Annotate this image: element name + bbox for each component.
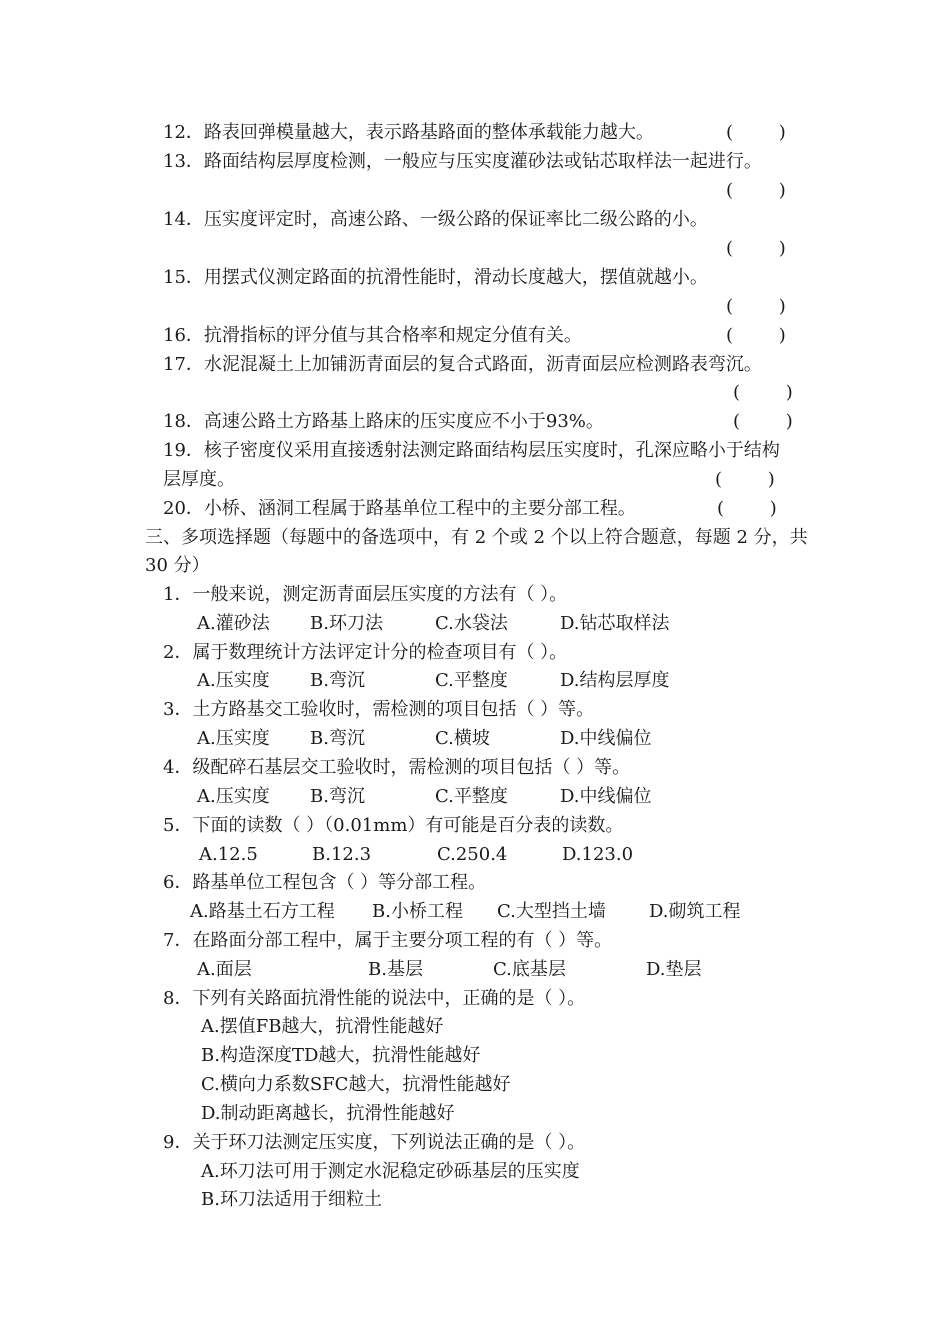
option-a: A.压实度 xyxy=(197,728,270,749)
option-b: B.弯沉 xyxy=(310,786,365,807)
option-d: D.制动距离越长，抗滑性能越好 xyxy=(201,1103,455,1124)
option-d: D.钻芯取样法 xyxy=(560,613,670,634)
option-a: A.摆值FB越大，抗滑性能越好 xyxy=(201,1016,444,1037)
option-c: C.250.4 xyxy=(437,844,508,865)
option-d: D.中线偏位 xyxy=(560,728,652,749)
option-a: A.压实度 xyxy=(197,786,270,807)
option-b: B.12.3 xyxy=(312,844,372,865)
tf-question-20: 20．小桥、涵洞工程属于路基单位工程中的主要分部工程。 xyxy=(163,498,636,519)
answer-bracket: ( ) xyxy=(717,498,777,519)
mc-question-8: 8．下列有关路面抗滑性能的说法中，正确的是（ ）。 xyxy=(163,988,586,1009)
answer-bracket: ( ) xyxy=(726,296,786,317)
answer-bracket: ( ) xyxy=(726,325,786,346)
tf-question-19-continued: 层厚度。 xyxy=(163,469,235,490)
mc-question-6: 6．路基单位工程包含（ ）等分部工程。 xyxy=(163,872,487,893)
option-b: B.环刀法 xyxy=(310,613,383,634)
mc-question-2: 2．属于数理统计方法评定计分的检查项目有（ ）。 xyxy=(163,642,568,663)
option-a: A.灌砂法 xyxy=(197,613,270,634)
option-a: A.压实度 xyxy=(197,670,270,691)
option-b: B.基层 xyxy=(368,959,423,980)
option-c: C.水袋法 xyxy=(435,613,508,634)
option-c: C.平整度 xyxy=(435,670,508,691)
option-a: A.环刀法可用于测定水泥稳定砂砾基层的压实度 xyxy=(201,1161,580,1182)
section-heading: 三、多项选择题（每题中的备选项中，有 2 个或 2 个以上符合题意，每题 2 分，共 xyxy=(145,527,808,548)
tf-question-17: 17．水泥混凝土上加铺沥青面层的复合式路面，沥青面层应检测路表弯沉。 xyxy=(163,354,762,375)
option-d: D.123.0 xyxy=(562,844,634,865)
mc-question-1: 1．一般来说，测定沥青面层压实度的方法有（ ）。 xyxy=(163,584,568,605)
option-c: C.横坡 xyxy=(435,728,490,749)
mc-question-7: 7．在路面分部工程中，属于主要分项工程的有（ ）等。 xyxy=(163,930,613,951)
option-b: B.弯沉 xyxy=(310,728,365,749)
option-c: C.平整度 xyxy=(435,786,508,807)
tf-question-16: 16．抗滑指标的评分值与其合格率和规定分值有关。 xyxy=(163,325,582,346)
option-c: C.大型挡土墙 xyxy=(497,901,606,922)
answer-bracket: ( ) xyxy=(733,411,793,432)
answer-bracket: ( ) xyxy=(726,122,786,143)
tf-question-13: 13．路面结构层厚度检测，一般应与压实度灌砂法或钻芯取样法一起进行。 xyxy=(163,151,762,172)
answer-bracket: ( ) xyxy=(733,382,793,403)
mc-question-3: 3．土方路基交工验收时，需检测的项目包括（ ）等。 xyxy=(163,699,595,720)
tf-question-15: 15．用摆式仪测定路面的抗滑性能时，滑动长度越大，摆值就越小。 xyxy=(163,267,708,288)
mc-question-5: 5．下面的读数（ ）（0.01mm）有可能是百分表的读数。 xyxy=(163,815,624,836)
option-a: A.12.5 xyxy=(199,844,258,865)
option-c: C.横向力系数SFC越大，抗滑性能越好 xyxy=(201,1074,511,1095)
option-a: A.面层 xyxy=(197,959,252,980)
option-d: D.中线偏位 xyxy=(560,786,652,807)
option-d: D.垫层 xyxy=(646,959,702,980)
option-d: D.结构层厚度 xyxy=(560,670,670,691)
answer-bracket: ( ) xyxy=(726,180,786,201)
tf-question-18: 18．高速公路土方路基上路床的压实度应不小于93%。 xyxy=(163,411,604,432)
option-c: C.底基层 xyxy=(493,959,566,980)
option-a: A.路基土石方工程 xyxy=(190,901,335,922)
answer-bracket: ( ) xyxy=(715,469,775,490)
mc-question-4: 4．级配碎石基层交工验收时，需检测的项目包括（ ）等。 xyxy=(163,757,631,778)
option-b: B.环刀法适用于细粒土 xyxy=(201,1189,382,1210)
answer-bracket: ( ) xyxy=(726,238,786,259)
option-d: D.砌筑工程 xyxy=(649,901,741,922)
mc-question-9: 9．关于环刀法测定压实度，下列说法正确的是（ ）。 xyxy=(163,1132,586,1153)
tf-question-14: 14．压实度评定时，高速公路、一级公路的保证率比二级公路的小。 xyxy=(163,209,708,230)
section-heading-continued: 30 分） xyxy=(145,555,210,576)
option-b: B.构造深度TD越大，抗滑性能越好 xyxy=(201,1045,481,1066)
option-b: B.小桥工程 xyxy=(372,901,463,922)
tf-question-19: 19．核子密度仪采用直接透射法测定路面结构层压实度时，孔深应略小于结构 xyxy=(163,440,780,461)
option-b: B.弯沉 xyxy=(310,670,365,691)
tf-question-12: 12．路表回弹模量越大，表示路基路面的整体承载能力越大。 xyxy=(163,122,654,143)
